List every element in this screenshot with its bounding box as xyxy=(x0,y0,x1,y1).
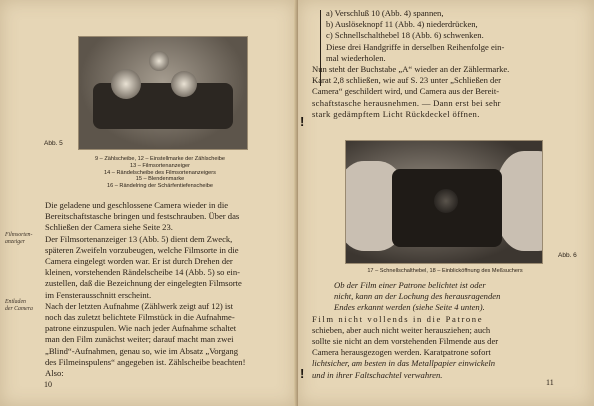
text-line: nicht, kann an der Lochung des herausragenden xyxy=(334,291,501,302)
text-line: Ob der Film einer Patrone belichtet ist oder xyxy=(334,280,486,290)
text-line: schaftstasche herausnehmen. — Dann erst bei sehr xyxy=(312,97,501,108)
text-line: Karat 2,8 schließen, wie auf S. 23 unter „Schließen der xyxy=(312,75,501,86)
list-item: Diese drei Handgriffe in derselben Reihenfolge ein- xyxy=(326,41,505,52)
text-line: man den Film zunächst weiter; darauf macht man zwei xyxy=(45,334,234,345)
text-line: und in ihrer Faltschachtel verwahren. xyxy=(312,369,443,380)
text-line: lichtsicher, am besten in das Metallpapier einwickeln xyxy=(312,358,496,369)
text-line: Camera“ geschildert wird, und Camera aus der Bereit- xyxy=(312,86,500,97)
text-line: zustellen, daß die Bezeichnung der eingelegten Filmsorte xyxy=(45,278,242,289)
list-item: mal wiederholen. xyxy=(326,52,386,63)
warning-mark: ! xyxy=(300,366,305,381)
margin-note: Filmsorten- anzeiger xyxy=(5,232,33,245)
page-number: 11 xyxy=(546,378,554,387)
text-line: Nun steht der Buchstabe „A“ wieder an der Zählermarke. xyxy=(312,64,510,74)
text-line: kleinen, vorstehenden Rändelscheibe 14 (Abb. 5) so ein- xyxy=(45,267,240,278)
camera-hands-photo xyxy=(345,140,543,264)
text-line: patrone einzuspulen. Wie nach jeder Aufnahme schaltet xyxy=(45,323,237,334)
text-line: Also: xyxy=(45,368,64,379)
text-line: Camera herausgezogen werden. Karatpatrone sofort xyxy=(312,347,491,358)
text-line: schieben, aber auch nicht weiter herausziehen; auch xyxy=(312,324,491,335)
caption-line: 15 – Blendenmarke xyxy=(135,176,185,183)
text-line: Film nicht vollends in die Patrone xyxy=(312,313,484,324)
camera-top-photo xyxy=(78,36,248,150)
text-line: sollte sie nicht an dem vorstehenden Filmende aus der xyxy=(312,336,499,347)
figure-label: Abb. 6 xyxy=(558,252,577,259)
figure-caption: 17 – Schnellschalthebel, 18 – Einblicköffnung des Meßsuchers xyxy=(367,268,523,274)
text-line: Nach der letzten Aufnahme (Zählwerk zeigt auf 12) ist xyxy=(45,300,234,311)
list-item: c) Schnellschalthebel 18 (Abb. 6) schwenken. xyxy=(326,30,484,41)
text-line: noch das zuletzt belichtete Filmstück in die Aufnahme- xyxy=(45,312,235,323)
figure-label: Abb. 5 xyxy=(44,140,63,147)
text-line: Der Filmsortenanzeiger 13 (Abb. 5) dient dem Zweck, xyxy=(45,233,233,244)
text-line: des Filmeinspulens“ angegeben ist. Zählscheibe beachten! xyxy=(45,356,246,367)
caption-line: 13 – Filmsortenanzeiger xyxy=(129,162,190,169)
steps-list xyxy=(326,8,576,64)
text-line: Camera eingelegt worden war. Er ist durch Drehen der xyxy=(45,256,233,267)
figure-caption xyxy=(40,156,280,190)
text-line: Endes erkannt werden (siehe Seite 4 unten). xyxy=(334,302,485,313)
body-text-bottom xyxy=(312,280,582,381)
text-line: späteren Zweifeln vorzubeugen, welche Filmsorte in die xyxy=(45,244,239,255)
warning-mark: ! xyxy=(300,114,305,129)
body-text xyxy=(45,200,285,379)
text-line: Die geladene und geschlossene Camera wieder in die xyxy=(45,200,229,210)
list-item: b) Auslöseknopf 11 (Abb. 4) niederdrücken, xyxy=(326,19,478,30)
caption-line: 14 – Rändelscheibe des Filmsortenanzeigers xyxy=(104,169,216,176)
text-line: im Fensterausschnitt erscheint. xyxy=(45,289,152,300)
text-line: stark gedämpftem Licht Rückdeckel öffnen. xyxy=(312,108,480,119)
caption-line: 9 – Zählscheibe, 12 – Einstellmarke der Zählscheibe xyxy=(95,156,225,162)
list-item: a) Verschluß 10 (Abb. 4) spannen, xyxy=(326,8,444,18)
margin-note: Entladen der Camera xyxy=(5,299,33,312)
text-line: „Blind“-Aufnahmen, genau so, wie im Absatz „Vorgang xyxy=(45,345,238,356)
text-line: Schließen der Camera siehe Seite 23. xyxy=(45,222,173,233)
left-page xyxy=(0,0,296,406)
page-number: 10 xyxy=(44,380,52,389)
text-line: Bereitschaftstasche bringen und festschrauben. Über das xyxy=(45,211,240,222)
body-text-top xyxy=(312,64,580,120)
caption-line: 16 – Rändelring der Schärfentiefenscheibe xyxy=(106,183,214,190)
